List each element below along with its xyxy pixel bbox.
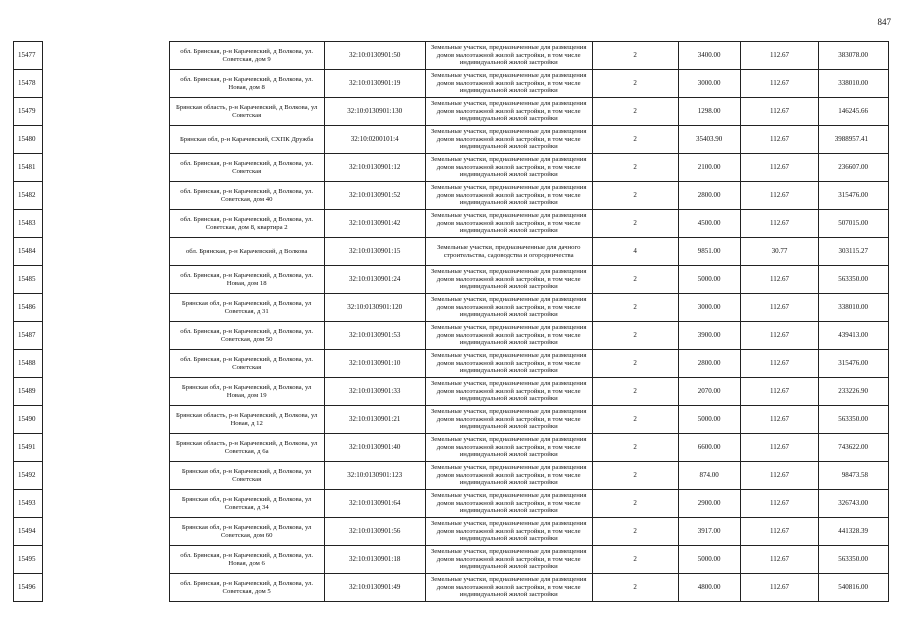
land-use-cell: Земельные участки, предназначенные для размещения домов малоэтажной жилой застройки, в том числе индивидуальной жилой застройки xyxy=(425,378,592,406)
category-cell: 2 xyxy=(592,70,678,98)
category-cell: 2 xyxy=(592,434,678,462)
cadastral-value-cell: 326743.00 xyxy=(819,490,889,518)
land-use-cell: Земельные участки, предназначенные для размещения домов малоэтажной жилой застройки, в том числе индивидуальной жилой застройки xyxy=(425,42,592,70)
cadastral-value-cell: 439413.00 xyxy=(819,322,889,350)
cadastral-value-cell: 338010.00 xyxy=(819,70,889,98)
area-cell: 5000.00 xyxy=(678,406,740,434)
table-row xyxy=(14,42,889,70)
row-number: 15490 xyxy=(14,406,43,434)
spacer-cell xyxy=(43,266,169,294)
row-number: 15489 xyxy=(14,378,43,406)
rate-cell: 112.67 xyxy=(740,322,818,350)
rate-cell: 112.67 xyxy=(740,210,818,238)
row-number: 15494 xyxy=(14,518,43,546)
row-number: 15477 xyxy=(14,42,43,70)
land-use-cell: Земельные участки, предназначенные для размещения домов малоэтажной жилой застройки, в том числе индивидуальной жилой застройки xyxy=(425,546,592,574)
cadastral-number-cell: 32:10:0130901:18 xyxy=(324,546,425,574)
category-cell: 2 xyxy=(592,462,678,490)
rate-cell: 112.67 xyxy=(740,70,818,98)
rate-cell: 112.67 xyxy=(740,154,818,182)
cadastral-number-cell: 32:10:0130901:56 xyxy=(324,518,425,546)
cadastral-number-cell: 32:10:0130901:40 xyxy=(324,434,425,462)
land-cadastral-table xyxy=(13,41,889,602)
cadastral-value-cell: 315476.00 xyxy=(819,350,889,378)
land-use-cell: Земельные участки, предназначенные для размещения домов малоэтажной жилой застройки, в том числе индивидуальной жилой застройки xyxy=(425,462,592,490)
category-cell: 2 xyxy=(592,350,678,378)
cadastral-number-cell: 32:10:0130901:21 xyxy=(324,406,425,434)
table-row xyxy=(14,574,889,602)
cadastral-value-cell: 383078.00 xyxy=(819,42,889,70)
land-use-cell: Земельные участки, предназначенные для размещения домов малоэтажной жилой застройки, в том числе индивидуальной жилой застройки xyxy=(425,126,592,154)
land-use-cell: Земельные участки, предназначенные для размещения домов малоэтажной жилой застройки, в том числе индивидуальной жилой застройки xyxy=(425,350,592,378)
table-row xyxy=(14,182,889,210)
cadastral-value-cell: 338010.00 xyxy=(819,294,889,322)
land-use-cell: Земельные участки, предназначенные для размещения домов малоэтажной жилой застройки, в том числе индивидуальной жилой застройки xyxy=(425,406,592,434)
row-number: 15480 xyxy=(14,126,43,154)
address-cell: Брянская обл, р-н Карачевский, д Волкова, ул Новая, дом 19 xyxy=(169,378,324,406)
address-cell: обл. Брянская, р-н Карачевский, д Волкова, ул. Советская xyxy=(169,350,324,378)
area-cell: 874.00 xyxy=(678,462,740,490)
row-number: 15485 xyxy=(14,266,43,294)
rate-cell: 112.67 xyxy=(740,434,818,462)
land-use-cell: Земельные участки, предназначенные для размещения домов малоэтажной жилой застройки, в том числе индивидуальной жилой застройки xyxy=(425,98,592,126)
address-cell: Брянская область, р-н Карачевский, д Волкова, ул Советская, д 6а xyxy=(169,434,324,462)
area-cell: 3917.00 xyxy=(678,518,740,546)
address-cell: обл. Брянская, р-н Карачевский, д Волкова, ул. Советская, дом 8, квартира 2 xyxy=(169,210,324,238)
area-cell: 5000.00 xyxy=(678,266,740,294)
spacer-cell xyxy=(43,154,169,182)
cadastral-number-cell: 32:10:0130901:49 xyxy=(324,574,425,602)
cadastral-number-cell: 32:10:0130901:123 xyxy=(324,462,425,490)
category-cell: 2 xyxy=(592,266,678,294)
rate-cell: 30.77 xyxy=(740,238,818,266)
table-row xyxy=(14,210,889,238)
category-cell: 2 xyxy=(592,182,678,210)
cadastral-value-cell: 563350.00 xyxy=(819,546,889,574)
area-cell: 2070.00 xyxy=(678,378,740,406)
category-cell: 2 xyxy=(592,546,678,574)
table-row xyxy=(14,378,889,406)
rate-cell: 112.67 xyxy=(740,406,818,434)
table-row xyxy=(14,434,889,462)
cadastral-number-cell: 32:10:0130901:15 xyxy=(324,238,425,266)
cadastral-value-cell: 540816.00 xyxy=(819,574,889,602)
category-cell: 2 xyxy=(592,378,678,406)
category-cell: 2 xyxy=(592,210,678,238)
cadastral-number-cell: 32:10:0130901:42 xyxy=(324,210,425,238)
rate-cell: 112.67 xyxy=(740,518,818,546)
address-cell: Брянская область, р-н Карачевский, д Волкова, ул Советская xyxy=(169,98,324,126)
table-row xyxy=(14,350,889,378)
cadastral-number-cell: 32:10:0130901:64 xyxy=(324,490,425,518)
address-cell: Брянская обл, р-н Карачевский, СХПК Дружба xyxy=(169,126,324,154)
land-use-cell: Земельные участки, предназначенные для дачного строительства, садоводства и огородничества xyxy=(425,238,592,266)
spacer-cell xyxy=(43,98,169,126)
area-cell: 2100.00 xyxy=(678,154,740,182)
spacer-cell xyxy=(43,350,169,378)
category-cell: 2 xyxy=(592,574,678,602)
cadastral-value-cell: 315476.00 xyxy=(819,182,889,210)
area-cell: 2800.00 xyxy=(678,350,740,378)
cadastral-number-cell: 32:10:0130901:130 xyxy=(324,98,425,126)
rate-cell: 112.67 xyxy=(740,462,818,490)
land-use-cell: Земельные участки, предназначенные для размещения домов малоэтажной жилой застройки, в том числе индивидуальной жилой застройки xyxy=(425,182,592,210)
cadastral-value-cell: 146245.66 xyxy=(819,98,889,126)
table-row xyxy=(14,490,889,518)
area-cell: 2800.00 xyxy=(678,182,740,210)
address-cell: обл. Брянская, р-н Карачевский, д Волкова, ул. Советская, дом 50 xyxy=(169,322,324,350)
land-use-cell: Земельные участки, предназначенные для размещения домов малоэтажной жилой застройки, в том числе индивидуальной жилой застройки xyxy=(425,154,592,182)
land-use-cell: Земельные участки, предназначенные для размещения домов малоэтажной жилой застройки, в том числе индивидуальной жилой застройки xyxy=(425,518,592,546)
row-number: 15482 xyxy=(14,182,43,210)
address-cell: Брянская обл, р-н Карачевский, д Волкова, ул Советская, д 34 xyxy=(169,490,324,518)
cadastral-value-cell: 563350.00 xyxy=(819,266,889,294)
area-cell: 5000.00 xyxy=(678,546,740,574)
address-cell: обл. Брянская, р-н Карачевский, д Волкова, ул. Новая, дом 18 xyxy=(169,266,324,294)
category-cell: 2 xyxy=(592,518,678,546)
cadastral-number-cell: 32:10:0130901:33 xyxy=(324,378,425,406)
cadastral-number-cell: 32:10:0130901:24 xyxy=(324,266,425,294)
cadastral-value-cell: 507015.00 xyxy=(819,210,889,238)
address-cell: обл. Брянская, р-н Карачевский, д Волкова, ул. Новая, дом 6 xyxy=(169,546,324,574)
row-number: 15486 xyxy=(14,294,43,322)
spacer-cell xyxy=(43,546,169,574)
area-cell: 9851.00 xyxy=(678,238,740,266)
row-number: 15488 xyxy=(14,350,43,378)
table-row xyxy=(14,238,889,266)
cadastral-value-cell: 98473.58 xyxy=(819,462,889,490)
area-cell: 2900.00 xyxy=(678,490,740,518)
row-number: 15487 xyxy=(14,322,43,350)
rate-cell: 112.67 xyxy=(740,126,818,154)
area-cell: 3000.00 xyxy=(678,294,740,322)
table-row xyxy=(14,322,889,350)
address-cell: обл. Брянская, р-н Карачевский, д Волкова, ул. Советская xyxy=(169,154,324,182)
spacer-cell xyxy=(43,70,169,98)
row-number: 15492 xyxy=(14,462,43,490)
cadastral-number-cell: 32:10:0130901:19 xyxy=(324,70,425,98)
cadastral-number-cell: 32:10:0130901:12 xyxy=(324,154,425,182)
land-use-cell: Земельные участки, предназначенные для размещения домов малоэтажной жилой застройки, в том числе индивидуальной жилой застройки xyxy=(425,294,592,322)
row-number: 15491 xyxy=(14,434,43,462)
rate-cell: 112.67 xyxy=(740,574,818,602)
row-number: 15478 xyxy=(14,70,43,98)
category-cell: 2 xyxy=(592,126,678,154)
area-cell: 1298.00 xyxy=(678,98,740,126)
address-cell: Брянская обл, р-н Карачевский, д Волкова, ул Советская xyxy=(169,462,324,490)
address-cell: Брянская область, р-н Карачевский, д Волкова, ул Новая, д 12 xyxy=(169,406,324,434)
cadastral-number-cell: 32:10:0130901:50 xyxy=(324,42,425,70)
cadastral-value-cell: 303115.27 xyxy=(819,238,889,266)
spacer-cell xyxy=(43,126,169,154)
area-cell: 35403.90 xyxy=(678,126,740,154)
page-number: 847 xyxy=(877,17,891,27)
table-row xyxy=(14,154,889,182)
address-cell: обл. Брянская, р-н Карачевский, д Волкова xyxy=(169,238,324,266)
cadastral-number-cell: 32:10:0130901:52 xyxy=(324,182,425,210)
rate-cell: 112.67 xyxy=(740,182,818,210)
category-cell: 2 xyxy=(592,294,678,322)
land-use-cell: Земельные участки, предназначенные для размещения домов малоэтажной жилой застройки, в том числе индивидуальной жилой застройки xyxy=(425,70,592,98)
table-row xyxy=(14,70,889,98)
row-number: 15483 xyxy=(14,210,43,238)
category-cell: 2 xyxy=(592,406,678,434)
spacer-cell xyxy=(43,490,169,518)
cadastral-value-cell: 743622.00 xyxy=(819,434,889,462)
spacer-cell xyxy=(43,574,169,602)
rate-cell: 112.67 xyxy=(740,378,818,406)
category-cell: 2 xyxy=(592,322,678,350)
table-row xyxy=(14,406,889,434)
category-cell: 2 xyxy=(592,154,678,182)
rate-cell: 112.67 xyxy=(740,98,818,126)
category-cell: 2 xyxy=(592,98,678,126)
spacer-cell xyxy=(43,378,169,406)
address-cell: обл. Брянская, р-н Карачевский, д Волкова, ул. Советская, дом 5 xyxy=(169,574,324,602)
spacer-cell xyxy=(43,518,169,546)
spacer-cell xyxy=(43,294,169,322)
land-use-cell: Земельные участки, предназначенные для размещения домов малоэтажной жилой застройки, в том числе индивидуальной жилой застройки xyxy=(425,434,592,462)
spacer-cell xyxy=(43,238,169,266)
spacer-cell xyxy=(43,210,169,238)
land-use-cell: Земельные участки, предназначенные для размещения домов малоэтажной жилой застройки, в том числе индивидуальной жилой застройки xyxy=(425,490,592,518)
area-cell: 4500.00 xyxy=(678,210,740,238)
table-row xyxy=(14,294,889,322)
land-use-cell: Земельные участки, предназначенные для размещения домов малоэтажной жилой застройки, в том числе индивидуальной жилой застройки xyxy=(425,266,592,294)
area-cell: 3900.00 xyxy=(678,322,740,350)
spacer-cell xyxy=(43,462,169,490)
cadastral-number-cell: 32:10:0200101:4 xyxy=(324,126,425,154)
cadastral-value-cell: 563350.00 xyxy=(819,406,889,434)
row-number: 15493 xyxy=(14,490,43,518)
area-cell: 3400.00 xyxy=(678,42,740,70)
row-number: 15495 xyxy=(14,546,43,574)
cadastral-number-cell: 32:10:0130901:120 xyxy=(324,294,425,322)
table-row xyxy=(14,462,889,490)
spacer-cell xyxy=(43,406,169,434)
cadastral-value-cell: 441328.39 xyxy=(819,518,889,546)
address-cell: обл. Брянская, р-н Карачевский, д Волкова, ул. Советская, дом 9 xyxy=(169,42,324,70)
cadastral-number-cell: 32:10:0130901:53 xyxy=(324,322,425,350)
rate-cell: 112.67 xyxy=(740,42,818,70)
rate-cell: 112.67 xyxy=(740,350,818,378)
table-body xyxy=(14,42,889,602)
rate-cell: 112.67 xyxy=(740,490,818,518)
category-cell: 2 xyxy=(592,490,678,518)
spacer-cell xyxy=(43,182,169,210)
land-use-cell: Земельные участки, предназначенные для размещения домов малоэтажной жилой застройки, в том числе индивидуальной жилой застройки xyxy=(425,322,592,350)
row-number: 15484 xyxy=(14,238,43,266)
table-row xyxy=(14,98,889,126)
address-cell: обл. Брянская, р-н Карачевский, д Волкова, ул. Советская, дом 40 xyxy=(169,182,324,210)
area-cell: 4800.00 xyxy=(678,574,740,602)
rate-cell: 112.67 xyxy=(740,546,818,574)
address-cell: Брянская обл, р-н Карачевский, д Волкова, ул Советская, дом 60 xyxy=(169,518,324,546)
cadastral-number-cell: 32:10:0130901:10 xyxy=(324,350,425,378)
cadastral-value-cell: 3988957.41 xyxy=(819,126,889,154)
rate-cell: 112.67 xyxy=(740,266,818,294)
address-cell: Брянская обл, р-н Карачевский, д Волкова, ул Советская, д 31 xyxy=(169,294,324,322)
table-row xyxy=(14,126,889,154)
category-cell: 4 xyxy=(592,238,678,266)
table-row xyxy=(14,266,889,294)
row-number: 15481 xyxy=(14,154,43,182)
spacer-cell xyxy=(43,434,169,462)
category-cell: 2 xyxy=(592,42,678,70)
address-cell: обл. Брянская, р-н Карачевский, д Волкова, ул. Новая, дом 8 xyxy=(169,70,324,98)
cadastral-value-cell: 233226.90 xyxy=(819,378,889,406)
spacer-cell xyxy=(43,322,169,350)
cadastral-value-cell: 236607.00 xyxy=(819,154,889,182)
land-use-cell: Земельные участки, предназначенные для размещения домов малоэтажной жилой застройки, в том числе индивидуальной жилой застройки xyxy=(425,574,592,602)
land-use-cell: Земельные участки, предназначенные для размещения домов малоэтажной жилой застройки, в том числе индивидуальной жилой застройки xyxy=(425,210,592,238)
rate-cell: 112.67 xyxy=(740,294,818,322)
spacer-cell xyxy=(43,42,169,70)
row-number: 15479 xyxy=(14,98,43,126)
area-cell: 6600.00 xyxy=(678,434,740,462)
area-cell: 3000.00 xyxy=(678,70,740,98)
table-row xyxy=(14,518,889,546)
table-row xyxy=(14,546,889,574)
row-number: 15496 xyxy=(14,574,43,602)
